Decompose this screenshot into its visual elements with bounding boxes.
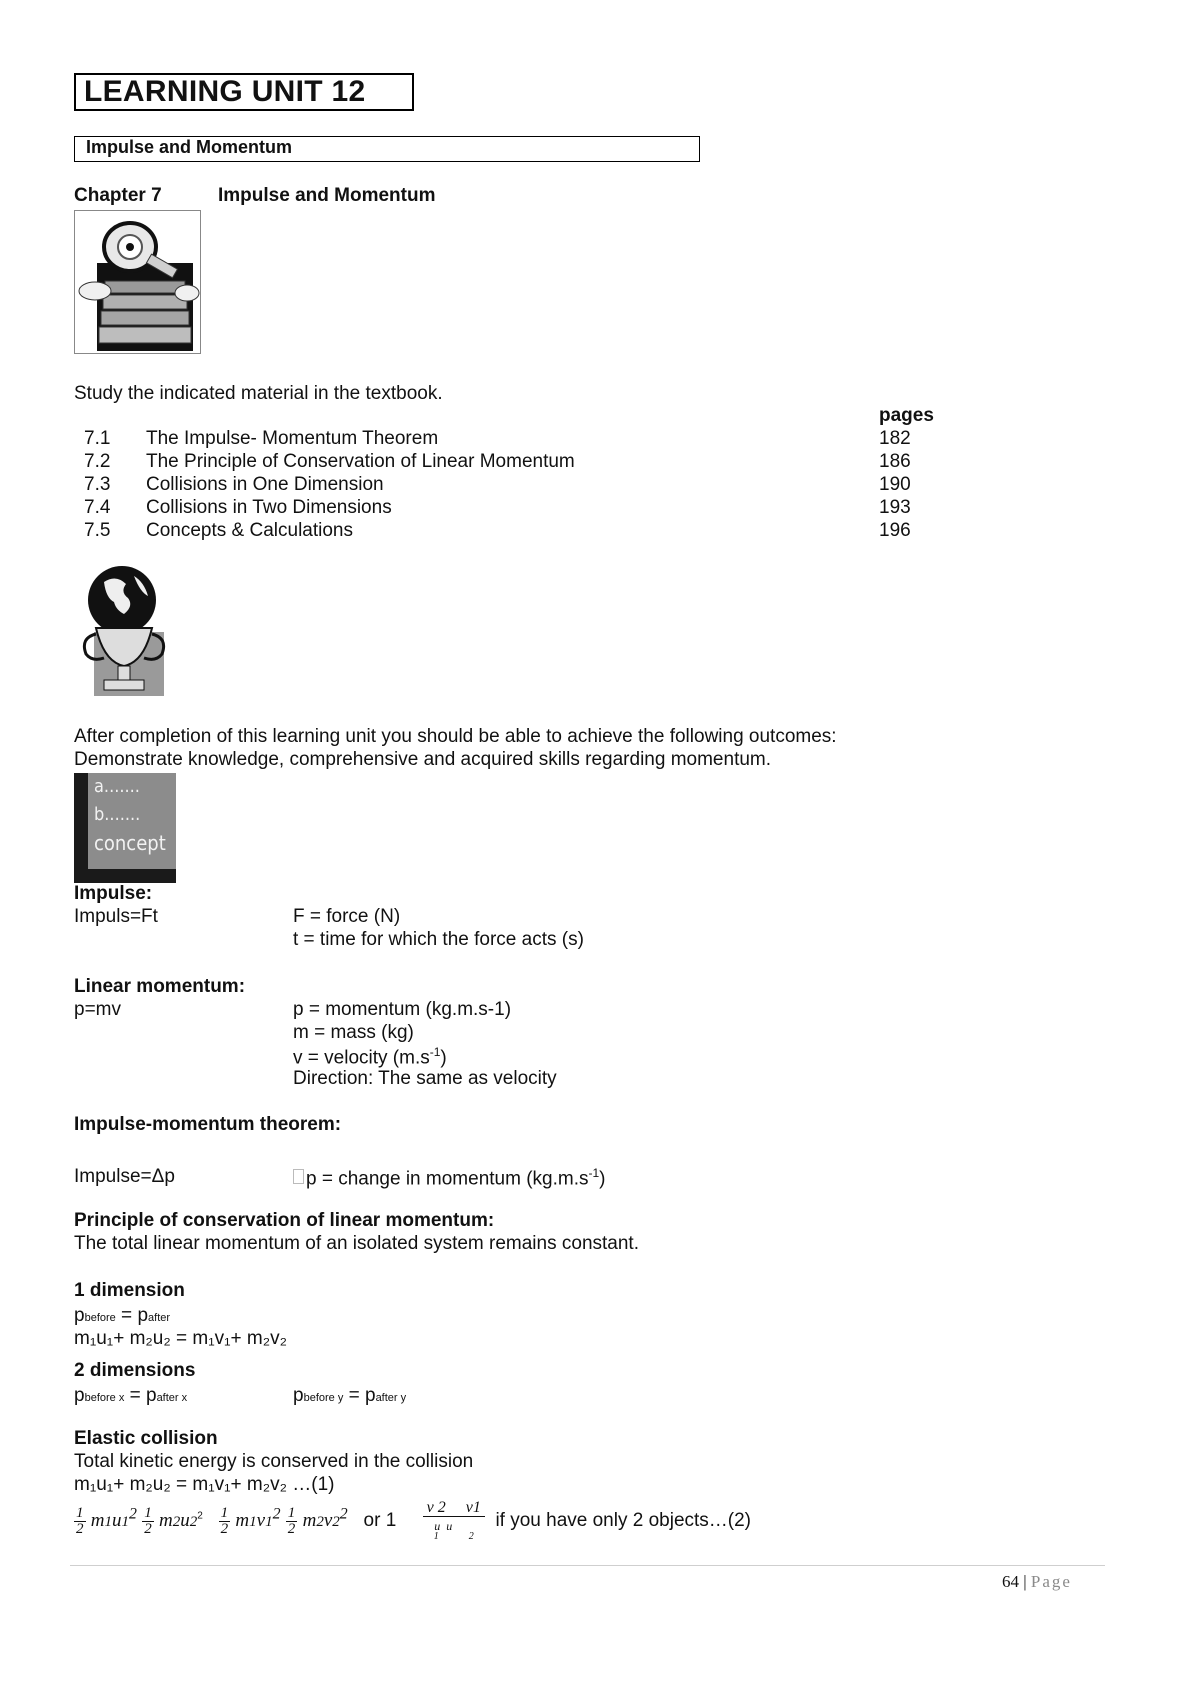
section-page: 196 bbox=[879, 520, 911, 541]
momentum-def-v: v = velocity $(m.s^{-1})$ bbox=[293, 1045, 447, 1069]
elastic-or: or 1 bbox=[363, 1510, 397, 1532]
section-number: 7.3 bbox=[84, 474, 111, 495]
unit-title: LEARNING UNIT 12 bbox=[84, 75, 366, 108]
section-title: Concepts & Calculations bbox=[146, 520, 353, 541]
footer-divider bbox=[70, 1565, 1105, 1566]
section-number: 7.5 bbox=[84, 520, 111, 541]
section-page: 193 bbox=[879, 497, 911, 518]
concept-icon bbox=[74, 773, 176, 883]
conservation-heading: Principle of conservation of linear momentum: bbox=[74, 1210, 495, 1231]
momentum-def-p: p = momentum (kg.m.s-1) bbox=[293, 999, 512, 1020]
impulse-def-time: t = time for which the force acts (s) bbox=[293, 929, 584, 950]
section-title: The Principle of Conservation of Linear Momentum bbox=[146, 451, 575, 472]
section-page: 186 bbox=[879, 451, 911, 472]
globe-trophy-icon bbox=[74, 562, 174, 696]
one-dim-eq2: m₁u₁+ m₂u₂ = m₁v₁+ m₂v₂ bbox=[74, 1328, 287, 1349]
one-dim-eq1: pbefore = pafter bbox=[74, 1305, 171, 1326]
missing-glyph-icon bbox=[293, 1169, 304, 1184]
section-title: Collisions in Two Dimensions bbox=[146, 497, 392, 518]
study-books-icon bbox=[74, 210, 201, 354]
chapter-label: Chapter 7 bbox=[74, 185, 162, 206]
section-page: 182 bbox=[879, 428, 911, 449]
theorem-def: p = change in momentum $(kg.m.s^{-1})$ bbox=[293, 1166, 606, 1190]
elastic-text: Total kinetic energy is conserved in the collision bbox=[74, 1451, 474, 1472]
page-footer: 64 | Page bbox=[1002, 1572, 1072, 1591]
two-dim-heading: 2 dimensions bbox=[74, 1360, 196, 1381]
list-item bbox=[0, 451, 1200, 475]
page-number: 64 bbox=[1002, 1572, 1019, 1591]
outcomes-text: Demonstrate knowledge, comprehensive and acquired skills regarding momentum. bbox=[74, 749, 772, 770]
theorem-formula: Impulse=Δp bbox=[74, 1166, 175, 1187]
pages-header: pages bbox=[879, 405, 934, 426]
study-intro: Study the indicated material in the textbook. bbox=[74, 383, 443, 404]
momentum-formula: p=mv bbox=[74, 999, 121, 1020]
one-dim-heading: 1 dimension bbox=[74, 1280, 185, 1301]
velocity-ratio: v 2 v1 u u 1 2 bbox=[423, 1500, 485, 1542]
two-dim-eq-x: pbefore x = pafter x bbox=[74, 1385, 188, 1406]
list-item bbox=[0, 497, 1200, 521]
momentum-direction: Direction: The same as velocity bbox=[293, 1068, 557, 1089]
outcomes-intro: After completion of this learning unit you should be able to achieve the following outcomes: bbox=[74, 726, 837, 747]
theorem-heading: Impulse-momentum theorem: bbox=[74, 1114, 342, 1135]
section-number: 7.2 bbox=[84, 451, 111, 472]
impulse-heading: Impulse: bbox=[74, 883, 153, 904]
impulse-def-force: F = force (N) bbox=[293, 906, 401, 927]
momentum-def-m: m = mass (kg) bbox=[293, 1022, 414, 1043]
section-title: The Impulse- Momentum Theorem bbox=[146, 428, 439, 449]
chapter-title: Impulse and Momentum bbox=[218, 185, 436, 206]
elastic-note: if you have only 2 objects…(2) bbox=[495, 1510, 752, 1532]
list-item bbox=[0, 520, 1200, 544]
two-dim-eq-y: pbefore y = pafter y bbox=[293, 1385, 407, 1406]
section-number: 7.4 bbox=[84, 497, 111, 518]
page-label: Page bbox=[1030, 1572, 1072, 1591]
conservation-text: The total linear momentum of an isolated system remains constant. bbox=[74, 1233, 639, 1254]
elastic-heading: Elastic collision bbox=[74, 1428, 218, 1449]
elastic-eq1: m₁u₁+ m₂u₂ = m₁v₁+ m₂v₂ …(1) bbox=[74, 1474, 335, 1495]
list-item bbox=[0, 474, 1200, 498]
section-page: 190 bbox=[879, 474, 911, 495]
concept-line-a: a....... bbox=[94, 776, 140, 797]
list-item bbox=[0, 428, 1200, 452]
impulse-formula: Impuls=Ft bbox=[74, 906, 158, 927]
concept-line-word: concept bbox=[94, 831, 166, 855]
section-title: Collisions in One Dimension bbox=[146, 474, 384, 495]
kinetic-energy-equation: $\frac{1}{2}$ $m1u1^2$ $\frac{1}{2}$ $m2u2^2$ $\frac{1}{2}$ $m1v1^2$ $\frac{1}{2}$ $m2v2^2$ or 1 v 2 v1 u u 1 2 if you have only 2 objects…(2) bbox=[76, 1499, 752, 1542]
section-number: 7.1 bbox=[84, 428, 111, 449]
momentum-heading: Linear momentum: bbox=[74, 976, 246, 997]
concept-line-b: b....... bbox=[94, 804, 141, 825]
unit-subtitle: Impulse and Momentum bbox=[86, 137, 293, 157]
